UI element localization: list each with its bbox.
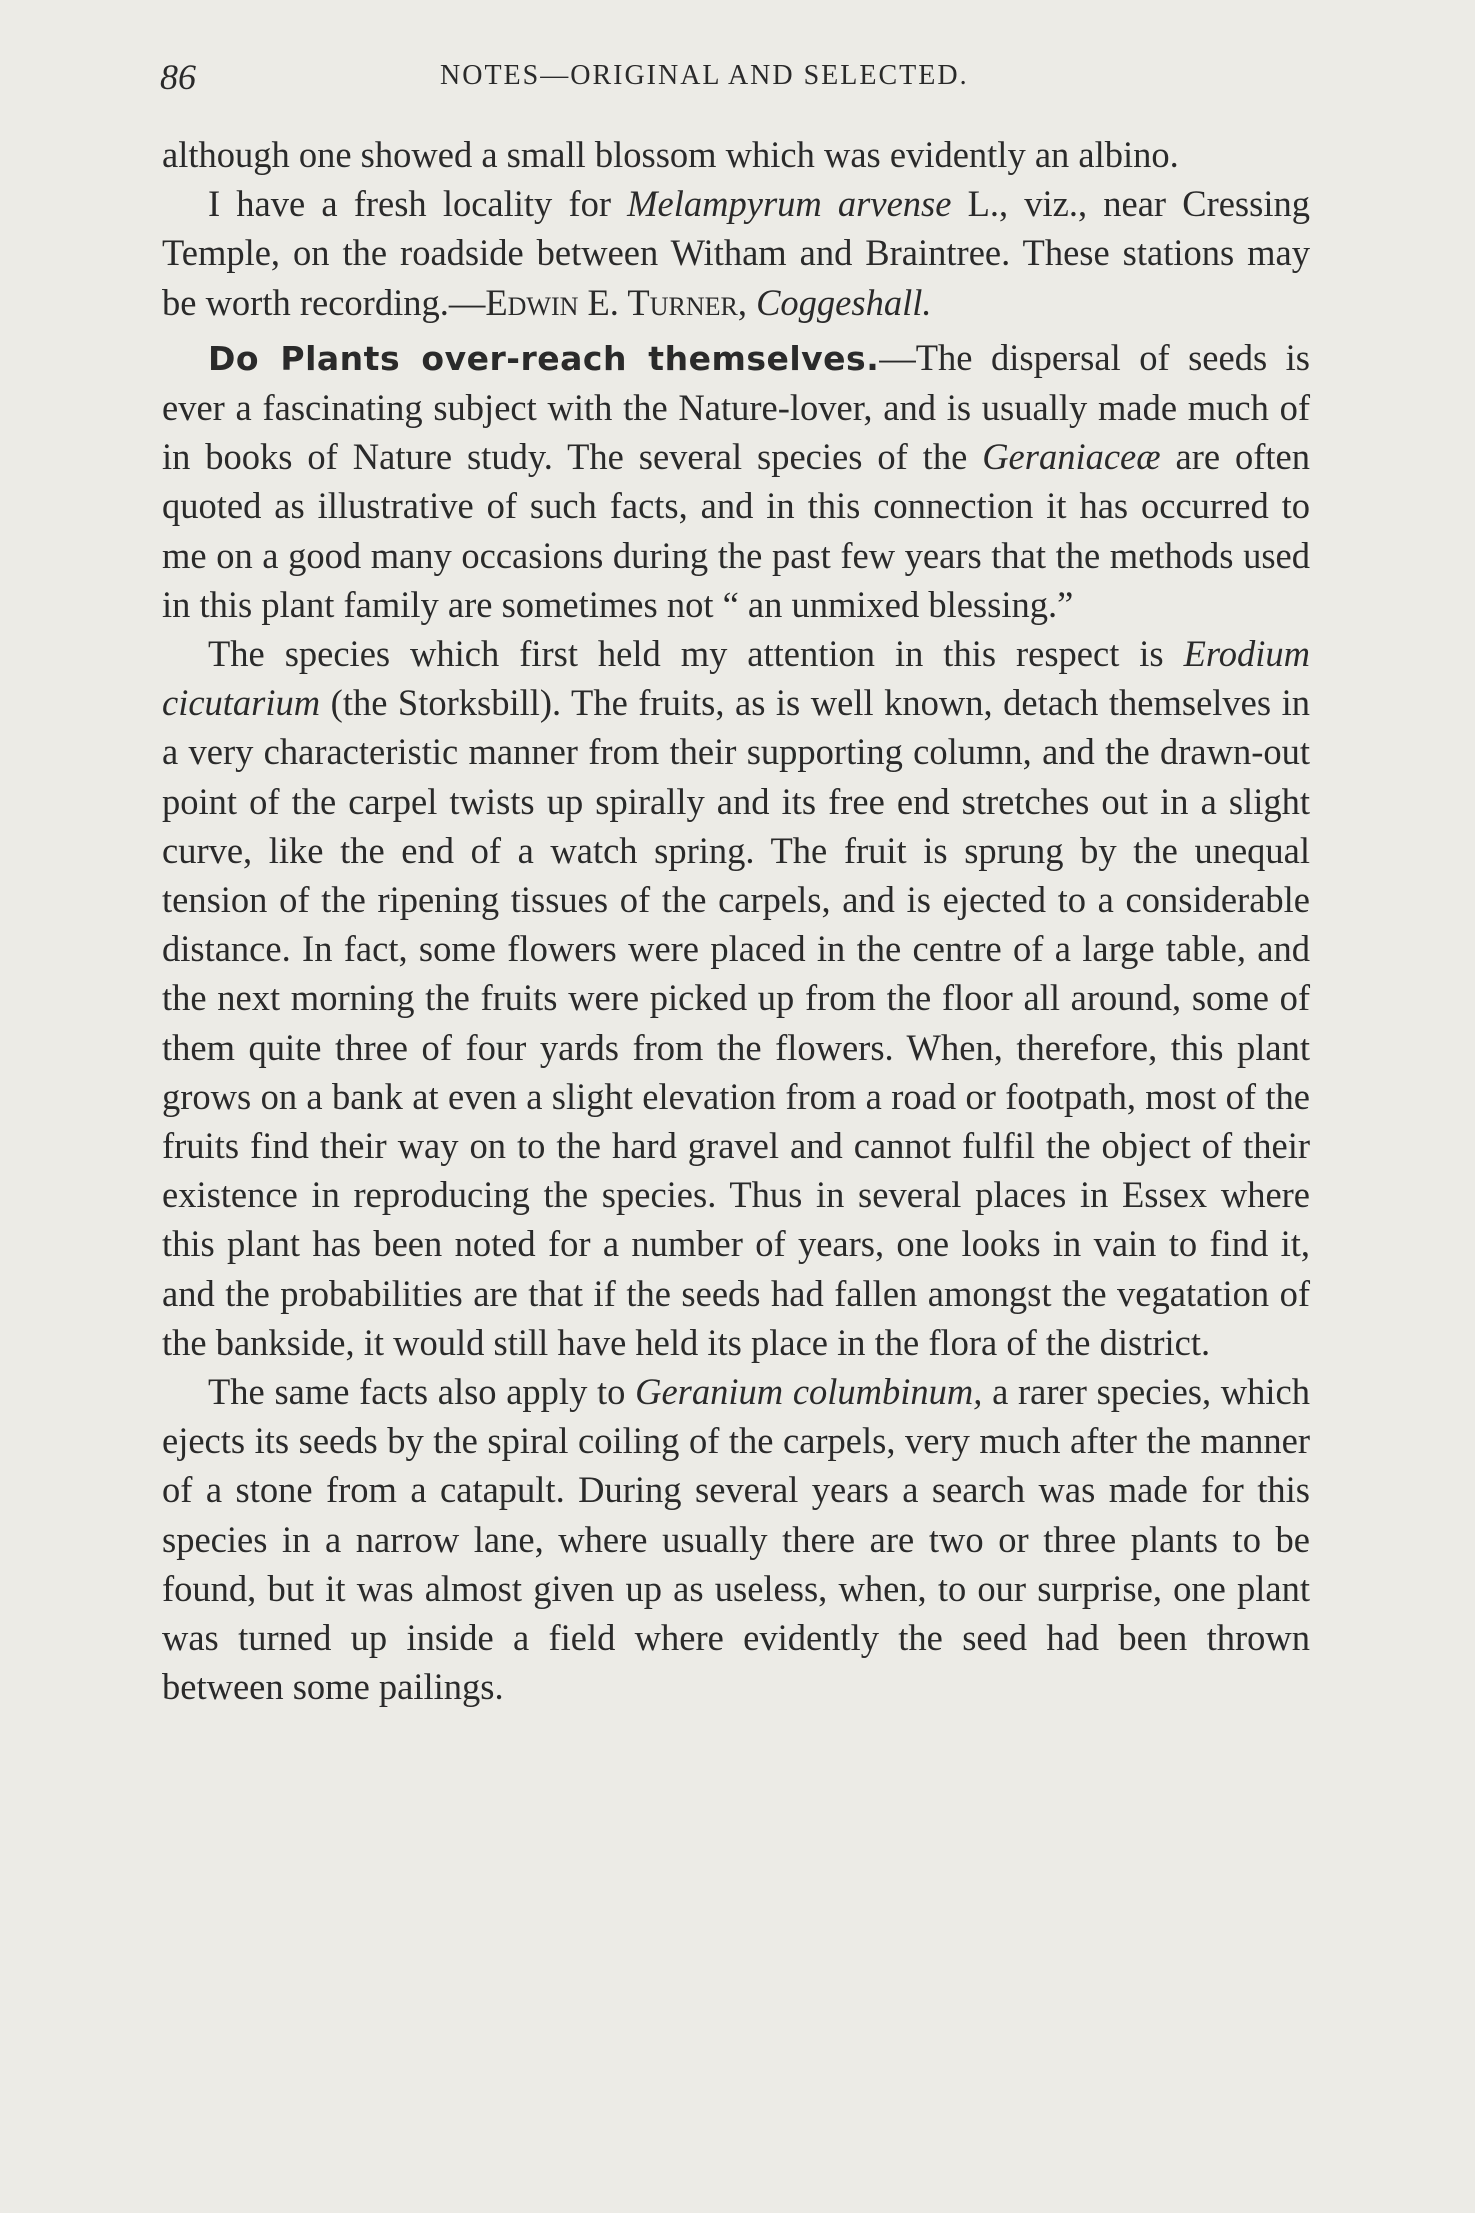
paragraph-text: The same facts also apply to <box>208 1371 636 1413</box>
paragraph-text: —The dispersal of seeds is ever a fascinating subject with the Nature-lover, and is usually made much of in books of Nature study. The several species of the <box>162 336 1310 478</box>
page-header <box>160 56 1310 106</box>
species-name: Erodium cicutarium <box>162 633 1310 724</box>
paragraph-melampyrum <box>162 179 1310 327</box>
paragraph-text: , <box>737 281 747 323</box>
author-place: Coggeshall. <box>756 281 932 323</box>
paragraph-albino <box>162 130 1310 179</box>
paragraph-text: although one showed a small blossom which was evidently an albino. <box>162 134 1179 175</box>
species-name: Melampyrum arvense <box>627 183 952 225</box>
species-name: Geranium columbinum, <box>635 1371 983 1413</box>
paragraph-text: (the Storksbill). The fruits, as is well known, detach themselves in a very characteristic manner from their supporting column, and the drawn-out point of the carpel twists up spirally and its free end stretches out in a slight curve, like the end of a watch spring. The fruit is sprung by the unequal tension of the ripening tissues of the carpels, and is ejected to a considerable distance. In fact, some flowers were placed in the centre of a large table, and the next morning the fruits were picked up from the floor all around, some of them quite three of four yards from the flowers. When, therefore, this plant grows on a bank at even a slight elevation from a road or footpath, most of the fruits find their way on to the hard gravel and cannot fulfil the object of their existence in reproducing the species. Thus in several places in Essex where this plant has been noted for a number of years, one looks in vain to find it, and the probabilities are that if the seeds had fallen amongst the vegatation of the bankside, it would still have held its place in the flora of the district. <box>162 682 1310 1363</box>
paragraph-geranium <box>162 1367 1310 1711</box>
paragraph-text: L., viz., near Cressing Temple, on the roadside between Witham and Braintree. These stations may be worth recording.— <box>162 183 1310 323</box>
paragraph-erodium <box>162 629 1310 1367</box>
paragraph-text: are often quoted as illustrative of such facts, and in this connection it has occurred to me on a good many occasions during the past few years that the methods used in this plant family are sometimes not “ an unmixed blessing.” <box>162 436 1310 625</box>
note-heading: Do Plants over-reach themselves. <box>208 338 880 378</box>
paragraph-text: The species which first held my attention in this respect is <box>208 633 1184 675</box>
paragraph-text: a rarer species, which ejects its seeds by the spiral coiling of the carpels, very much after the manner of a stone from a catapult. During several years a search was made for this species in a narrow lane, where usually there are two or three plants to be found, but it was almost given up as useless, when, to our surprise, one plant was turned up inside a field where evidently the seed had been thrown between some pailings. <box>162 1371 1311 1708</box>
paragraph-text: I have a fresh locality for <box>208 183 628 225</box>
paragraph-over-reach <box>162 333 1310 629</box>
body-text <box>162 130 1310 1712</box>
family-name: Geraniaceæ <box>982 436 1161 478</box>
author-name: Edwin E. Turner <box>485 281 738 323</box>
page-number: 86 <box>160 57 196 97</box>
running-head: NOTES—ORIGINAL AND SELECTED. <box>440 60 969 91</box>
